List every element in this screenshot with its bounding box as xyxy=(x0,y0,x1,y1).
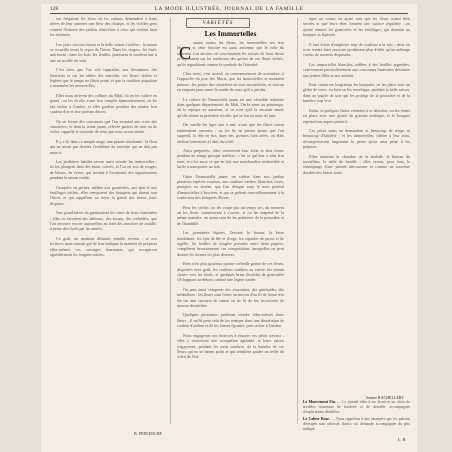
header-rule xyxy=(50,13,408,14)
paragraph: Ce goût, un moment délaissé, semble revenir ; et nos lectrices nous sauront gré de leur indiquer la manière de préparer elles-mêmes ces ouvrages charmants, qui occuperont agréablement les longues soirées. xyxy=(50,235,157,258)
paragraph: On en forme des couronnes que l'on suspend aux croix des cimetières, et dont la teinte jaune, relevée parfois de noir ou de violet, rappelle le souvenir de ceux que nous avons aimés. xyxy=(50,118,157,135)
note-item xyxy=(303,417,410,432)
paragraph: Les jours raccourcissent et la belle saison s'achève ; la nature se recueille avant le repos de l'hiver. Dans les vergers, les fruits mûrissent ; dans les bois, les feuilles jaunissent et tombent une à une au souffle du vent. xyxy=(50,41,157,63)
drop-cap: C xyxy=(179,43,192,63)
paragraph: Quelques personnes préfèrent teindre elles-mêmes leurs fleurs ; il suffit pour cela de les tremper dans une dissolution de couleur d'aniline et de les laisser égoutter, puis sécher à l'ombre. xyxy=(177,312,284,329)
paragraph: Nos grand'mères en garnissaient les vases de leurs cheminées ; elles en faisaient des tableaux, des écrans, des corbeilles, que l'on retrouve encore aujourd'hui au fond des armoires de famille, à peine décolorés par les années. xyxy=(50,210,157,232)
section-rubric xyxy=(186,18,250,28)
left-column xyxy=(50,16,157,430)
paragraph: Enfin, si quelques fleurs viennent à se détacher, on les remet en place avec une goutte de gomme arabique, et le bouquet reprend son aspect primitif. xyxy=(303,107,410,124)
middle-column xyxy=(177,40,284,428)
note-text: — Nous rappelons à nos abonnées que les patrons découpés sont adressés franco sur demande accompagnée du prix indiqué. xyxy=(303,416,410,431)
paragraph: Il y a là, dans ce simple usage, une pensée touchante : la fleur qui ne meurt pas devient l'emblème du souvenir qui ne doit pas mourir. xyxy=(50,138,157,155)
paragraph: Ainsi préparées, elles conservent leur éclat et leur forme pendant un temps presque indéfini ; c'est ce qui leur a valu leur nom, et c'est aussi ce qui en fait une marchandise recherchée et facile à transporter au loin. xyxy=(177,147,284,170)
paragraph: Les jardiniers habiles savent aussi teindre les immortelles ; ils les plongent dans des bains colorés, et l'on en voit de rouges, de bleues, de vertes, qui servent à l'ornement des appartements pendant la saison froide. xyxy=(50,158,157,181)
paragraph: omme toutes les fleurs, les immortelles ont leur histoire, et cette histoire est aussi ancienne que le culte du souvenir. Les anciens en couronnaient les statues de leurs dieux et déposaient sur les tombeaux des gerbes de ces fleurs sèches, qu'ils regardaient comme le symbole de l'éternité. xyxy=(177,40,284,67)
paragraph: tiges au centre, en ayant soin que les fleurs soient bien serrées et que leurs têtes forment une surface régulière ; on ajoute ensuite les graminées et les feuillages, qui donnent au bouquet sa légèreté. xyxy=(303,16,410,38)
paragraph: On cueille les tiges une à une, avant que les fleurs soient entièrement ouvertes ; on les lie en petites bottes que l'on suspend, la tête en bas, dans des greniers bien aérés, où elles sèchent lentement à l'abri du soleil. xyxy=(177,122,284,144)
paragraph: Elles nous arrivent des collines du Midi, où on les cultive en grand ; on les récolte avant leur complet épanouissement, on les fait sécher à l'ombre, et elles gardent pendant des années leur couleur d'or et leur parfum discret. xyxy=(50,92,157,115)
paragraph: Les graminées légères, l'avoine, le brome, la brize tremblante, les épis de blé et d'orge, les capsules de pavot et de nigelle, les feuilles de fougère pressées entre deux papiers, complètent heureusement ces compositions, auxquelles on peut donner les formes les plus diverses. xyxy=(177,230,284,257)
rubric-label: VARIÉTÉS xyxy=(202,20,234,26)
paragraph: On peut aussi composer des couronnes, des guirlandes, des médaillons ; les fleurs sont fixées au moyen d'un fil de laiton très fin sur une carcasse de carton ou de fil de fer, recouverte de mousse desséchée. xyxy=(177,286,284,309)
paragraph: Pour les sécher, on les coupe par un temps sec, au moment où les fleurs commencent à s'ouvrir, et on les suspend de la même manière, en ayant soin de les préserver de la poussière et de l'humidité. xyxy=(177,204,284,226)
article-signature: Jeanne BACHELLERY xyxy=(366,395,405,400)
article-title: Les Immortelles xyxy=(204,29,257,38)
journal-title: LA MODE ILLUSTRÉE, JOURNAL DE LA FAMILLE xyxy=(154,6,304,12)
note-label: Le Mouvement Fin. xyxy=(303,400,338,404)
paragraph: Nous engageons nos lectrices à essayer ces petits travaux ; elles y trouveront une occupation agréable, et leurs salons s'égayeront, pendant les mois sombres, de la lumière de ces fleurs qui ne se fanent point et qui semblent garder un reflet du soleil de l'été. xyxy=(177,332,284,360)
paragraph: Pour conserver longtemps les bouquets, on les place sous un globe de verre, ou bien on les enveloppe, pendant la belle saison, dans un papier de soie qui les protège de la poussière et de la lumière trop vive. xyxy=(303,82,410,104)
paragraph: Groupées en gerbes, mêlées aux graminées, aux épis et aux feuillages séchés, elles composent des bouquets qui durent tout l'hiver, et qui rappellent au foyer la gaieté des beaux jours disparus. xyxy=(50,184,157,206)
note-label: Le Cahier Rose. xyxy=(303,416,331,421)
page-number: 128 xyxy=(50,6,59,12)
paragraph: ont fréquenté les lieux où les enfants demandent à leurs mères de leur ramener une fleur des champs, et les vieilles gens content l'histoire des jardins d'autrefois à ceux qui veulent bien les entendre. xyxy=(50,16,157,38)
paragraph: C'est alors que l'on voit reparaître, aux devantures des fleuristes et sur les tables des marchés, ces fleurs sèches et légères que le temps ne flétrit point, et que la tradition populaire a nommées les immortelles. xyxy=(50,67,157,89)
paragraph: Elles orneront la chambre de la malade, le bureau du travailleur, la table de famille ; elles seront, pour tous, le témoignage d'une pensée affectueuse et comme un souvenir durable des beaux jours. xyxy=(303,153,410,175)
paragraph: Outre l'immortelle jaune, on cultive dans nos jardins plusieurs espèces voisines, aux couleurs variées, blanches, roses, pourpres ou dorées, que l'on désigne sous le nom général d'immortelles à bractées, et qui se prêtent merveilleusement à la confection des bouquets d'hiver. xyxy=(177,173,284,201)
author-signature: B. PERVENCHE xyxy=(134,431,162,436)
paragraph: Les immortelles blanches, mêlées à des feuilles argentées, conviennent particulièrement aux couronnes funéraires destinées aux jeunes filles et aux enfants. xyxy=(303,61,410,78)
paragraph: Il faut éviter d'employer trop de couleurs à la fois ; deux ou trois teintes bien assorties produisent plus d'effet qu'un mélange confus de nuances disparates. xyxy=(303,41,410,58)
paragraph: Ces petits soins ne demandent ni beaucoup de temps ni beaucoup d'habileté ; et les immortelles, fidèles à leur nom, récompenseront largement la peine qu'on aura prise à les préparer. xyxy=(303,127,410,150)
column-divider xyxy=(170,18,171,424)
right-column xyxy=(303,16,410,392)
notes-signature: L. H. xyxy=(398,437,407,442)
note-text: — Le journal offre à ses lectrices un choix de modèles nouveaux de broderie et de dentelle, accompagnés d'explications détaillées. xyxy=(303,400,410,414)
note-item xyxy=(303,400,410,415)
notes-section xyxy=(303,400,410,434)
paragraph: Rien n'est plus gracieux qu'une corbeille garnie de ces fleurs, disposées avec goût, les couleurs sombres au centre, les teintes claires vers les bords, et quelques brins flexibles de graminées s'échappant au-dehors comme une légère fumée. xyxy=(177,261,284,283)
column-divider xyxy=(297,18,298,424)
paragraph: La culture de l'immortelle jaune est une véritable industrie dans quelques départements du Midi. On la sème au printemps, on la repique en automne, et ce n'est qu'à la seconde année qu'elle donne sa première récolte, qui se fait au mois de juin. xyxy=(177,96,284,118)
paragraph: Chez nous, c'est surtout au commencement de novembre, à l'approche du jour des Morts, que les immortelles se montrent partout ; les portes des cimetières en sont encombrées, et chacun en emporte pour orner la tombe de ceux qu'il a perdus. xyxy=(177,71,284,93)
